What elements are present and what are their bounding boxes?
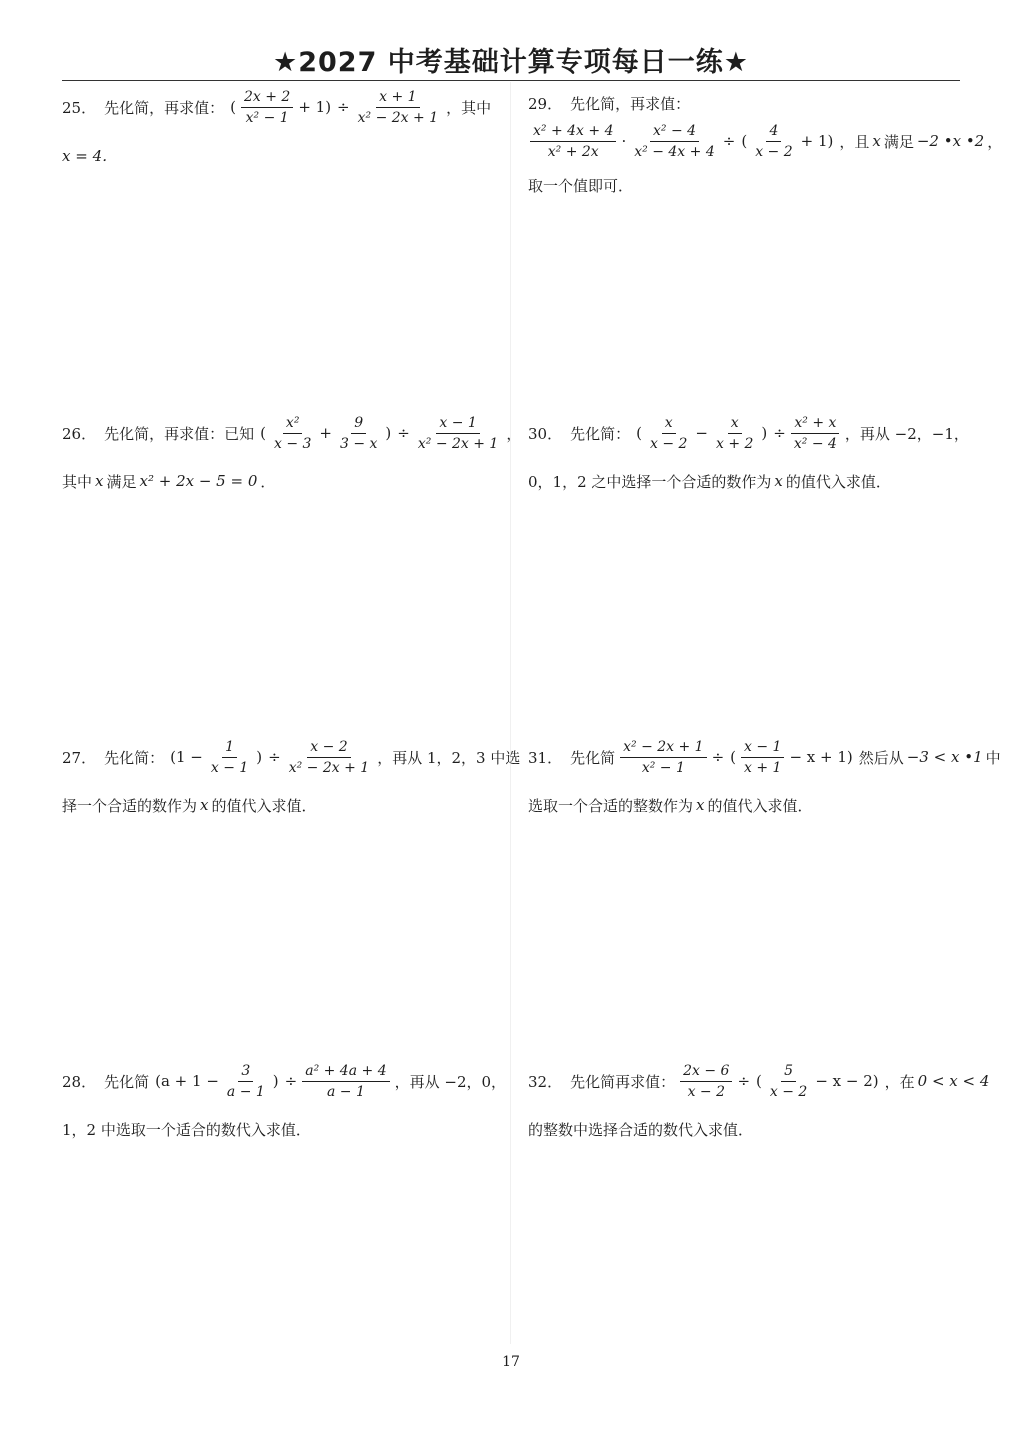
fraction	[302, 1063, 389, 1100]
paren-open: (	[741, 132, 748, 150]
problem-30-line-1	[528, 412, 968, 454]
problem-26-line-1	[62, 412, 522, 454]
fraction	[713, 415, 756, 452]
problem-27	[62, 736, 521, 818]
denominator: x + 1	[744, 759, 782, 776]
problem-intro: 先化简	[570, 748, 616, 767]
problem-text: ．	[260, 472, 276, 491]
numerator: 3	[238, 1063, 253, 1082]
problem-text: 满足	[106, 472, 137, 491]
page-number: 17	[502, 1354, 520, 1370]
header-rule	[62, 80, 960, 81]
numerator: x	[728, 415, 742, 434]
operator: ÷	[711, 748, 725, 766]
math-expression	[227, 89, 443, 126]
problem-text: ，	[506, 424, 522, 443]
operator: ÷	[722, 132, 736, 150]
numerator: x − 1	[436, 415, 479, 434]
problem-text: 择一个合适的数作为	[62, 796, 198, 815]
numerator: x² + 4x + 4	[530, 123, 616, 142]
problem-32-line-1	[528, 1060, 990, 1102]
paren-open: (	[230, 98, 236, 116]
problem-text: 的整数中选择合适的数代入求值．	[528, 1120, 754, 1139]
numerator: 1	[222, 739, 237, 758]
denominator: x² − 4	[793, 435, 837, 452]
problem-text: ，	[987, 132, 1003, 151]
paren-open: (a + 1 −	[155, 1072, 219, 1090]
fraction	[631, 123, 717, 160]
operator: + 1)	[800, 132, 834, 150]
denominator: x + 2	[715, 435, 754, 452]
operator: − x − 2)	[815, 1072, 879, 1090]
denominator: x² + 2x	[547, 143, 599, 160]
problem-text: ，再从 1，2，3 中选	[377, 748, 521, 767]
paren-close: )	[761, 424, 768, 442]
problem-number: 30．	[528, 424, 563, 443]
problem-text: 的值代入求值．	[707, 796, 813, 815]
paren-open: (	[730, 748, 737, 766]
numerator: x²	[283, 415, 303, 434]
fraction	[680, 1063, 732, 1100]
fraction	[355, 89, 441, 126]
problem-intro: 先化简，再求值：	[570, 94, 691, 113]
fraction	[620, 739, 706, 776]
problem-text: ，且	[839, 132, 870, 151]
column-divider	[510, 82, 511, 1344]
fraction	[286, 739, 372, 776]
problem-text: 中	[985, 748, 1001, 767]
numerator: 9	[351, 415, 366, 434]
problem-25	[62, 86, 490, 168]
fraction	[415, 415, 501, 452]
operator: ÷	[773, 424, 786, 442]
fraction	[647, 415, 690, 452]
problem-25-line-1	[62, 86, 490, 128]
problem-31	[528, 736, 1001, 818]
fraction	[791, 415, 840, 452]
paren-close: )	[272, 1072, 279, 1090]
numerator: x² − 2x + 1	[620, 739, 706, 758]
numerator: x	[662, 415, 676, 434]
problem-intro: 先化简再求值：	[570, 1072, 676, 1091]
paren-open: (	[636, 424, 642, 442]
math-expression	[618, 739, 856, 776]
condition: −2 •x •2	[916, 132, 985, 150]
denominator: x − 1	[210, 759, 249, 776]
paren-open: (	[260, 424, 266, 442]
problem-29	[528, 90, 1003, 198]
problem-text: 1，2 中选取一个适合的数代入求值．	[62, 1120, 311, 1139]
denominator: x² − 2x + 1	[417, 435, 499, 452]
problem-text: 满足	[883, 132, 914, 151]
fraction	[741, 739, 784, 776]
problem-text: 0，1，2 之中选择一个合适的数作为	[528, 472, 772, 491]
problem-text: ，再从 −2，−1，	[844, 424, 969, 443]
fraction	[271, 415, 314, 452]
operator: − x + 1)	[789, 748, 853, 766]
problem-intro: 先化简：	[570, 424, 631, 443]
problem-text: 取一个值即可．	[528, 176, 634, 195]
math-expression	[528, 123, 836, 160]
variable: x	[696, 796, 705, 814]
denominator: x² − 2x + 1	[357, 109, 439, 126]
numerator: x − 1	[741, 739, 784, 758]
fraction	[241, 89, 293, 126]
condition: −3 < x •1	[906, 748, 983, 766]
problem-text: 选取一个合适的整数作为	[528, 796, 694, 815]
numerator: 4	[766, 123, 781, 142]
denominator: x − 2	[687, 1083, 725, 1100]
math-expression	[633, 415, 842, 452]
fraction	[337, 415, 380, 452]
problem-26-line-2	[62, 468, 490, 494]
problem-26	[62, 412, 522, 494]
problem-29-line-3	[528, 172, 968, 198]
problem-text: x = 4．	[62, 146, 118, 165]
operator: ÷	[284, 1072, 298, 1090]
numerator: x + 1	[376, 89, 419, 108]
denominator: x² − 1	[245, 109, 289, 126]
math-expression	[167, 739, 374, 776]
problem-text: ，在	[884, 1072, 915, 1091]
denominator: 3 − x	[339, 435, 378, 452]
problem-28-line-1	[62, 1060, 507, 1102]
numerator: 5	[781, 1063, 796, 1082]
problem-number: 25．	[62, 98, 97, 117]
problem-30-line-2	[528, 468, 968, 494]
numerator: 2x − 6	[680, 1063, 732, 1082]
operator: + 1)	[298, 98, 332, 116]
paren-close: )	[256, 748, 263, 766]
math-expression	[152, 1063, 392, 1100]
problem-30	[528, 412, 968, 494]
problem-number: 31．	[528, 748, 563, 767]
operator: +	[319, 424, 332, 442]
problem-28	[62, 1060, 507, 1142]
problem-text: 的值代入求值．	[211, 796, 317, 815]
denominator: x² − 4x + 4	[634, 143, 715, 160]
problem-28-line-2	[62, 1116, 490, 1142]
numerator: x − 2	[307, 739, 350, 758]
problem-31-line-1	[528, 736, 1001, 778]
problem-intro: 先化简：	[104, 748, 165, 767]
fraction	[530, 123, 616, 160]
problem-text: 然后从	[858, 748, 904, 767]
problem-number: 28．	[62, 1072, 97, 1091]
paren-open: (	[756, 1072, 762, 1090]
denominator: a − 1	[326, 1083, 365, 1100]
problem-text: 其中	[62, 472, 93, 491]
math-expression	[257, 415, 503, 452]
numerator: x² + x	[791, 415, 839, 434]
variable: x	[774, 472, 783, 490]
denominator: x − 2	[649, 435, 688, 452]
denominator: x − 3	[273, 435, 312, 452]
page-title: ★2027 中考基础计算专项每日一练★	[273, 47, 749, 78]
problem-intro: 先化简，再求值：	[104, 98, 225, 117]
fraction	[208, 739, 251, 776]
variable: x	[872, 132, 881, 150]
math-expression	[678, 1063, 882, 1100]
problem-32-line-2	[528, 1116, 968, 1142]
operator: ÷	[337, 98, 350, 116]
problem-number: 27．	[62, 748, 97, 767]
denominator: x² − 1	[641, 759, 685, 776]
condition: 0 < x < 4	[917, 1072, 990, 1090]
problem-25-line-2	[62, 142, 490, 168]
operator: ÷	[397, 424, 410, 442]
fraction	[767, 1063, 810, 1100]
problem-27-line-2	[62, 792, 490, 818]
paren-close: )	[385, 424, 392, 442]
problem-number: 29．	[528, 94, 563, 113]
fraction	[752, 123, 795, 160]
denominator: x − 2	[769, 1083, 808, 1100]
equation: x² + 2x − 5 = 0	[139, 472, 258, 490]
operator: ·	[621, 132, 627, 150]
problem-27-line-1	[62, 736, 521, 778]
denominator: x − 2	[755, 143, 793, 160]
operator: −	[695, 424, 708, 442]
problem-29-line-2	[528, 120, 1003, 162]
variable: x	[200, 796, 209, 814]
problem-number: 32．	[528, 1072, 563, 1091]
operator: ÷	[737, 1072, 751, 1090]
problem-number: 26．	[62, 424, 97, 443]
problem-intro: 先化简，再求值：已知	[104, 424, 255, 443]
operator: ÷	[268, 748, 281, 766]
problem-intro: 先化简	[104, 1072, 150, 1091]
denominator: x² − 2x + 1	[288, 759, 370, 776]
problem-31-line-2	[528, 792, 968, 818]
paren-open: (1 −	[170, 748, 203, 766]
problem-text: ，再从 −2，0，	[394, 1072, 507, 1091]
variable: x	[95, 472, 104, 490]
problem-29-line-1	[528, 90, 968, 116]
numerator: x² − 4	[650, 123, 699, 142]
fraction	[224, 1063, 268, 1100]
denominator: a − 1	[226, 1083, 265, 1100]
numerator: a² + 4a + 4	[302, 1063, 389, 1082]
problem-text: ，其中	[446, 98, 492, 117]
problem-text: 的值代入求值．	[785, 472, 891, 491]
numerator: 2x + 2	[241, 89, 293, 108]
problem-32	[528, 1060, 990, 1142]
